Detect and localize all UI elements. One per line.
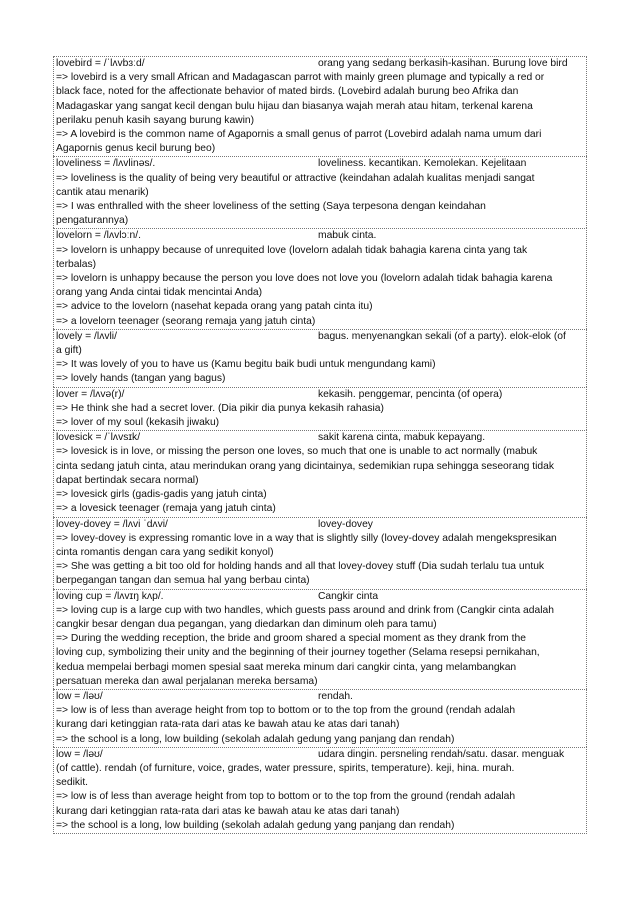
entry-header xyxy=(56,229,584,243)
entry-line: => lovebird is a very small African and Madagascan parrot with mainly green plumage and typically a red or xyxy=(56,72,545,84)
entry-line: cangkir besar dengan dua pegangan, yang diedarkan dan diminum oleh para tamu) xyxy=(56,618,437,630)
entry-line: orang yang Anda cintai tidak mencintai Anda) xyxy=(56,287,263,299)
entry-line: Agapornis genus kecil burung beo) xyxy=(56,143,216,155)
dictionary-entry xyxy=(53,228,587,328)
entry-line: => the school is a long, low building (sekolah adalah gedung yang panjang dan rendah) xyxy=(56,733,455,745)
entry-line: => I was enthralled with the sheer loveliness of the setting (Saya terpesona dengan keindahan xyxy=(56,201,486,213)
entry-line: pengaturannya) xyxy=(56,215,129,227)
entry-headword: lovesick = /ˈlʌvsɪk/ xyxy=(56,432,141,444)
entry-line: persatuan mereka dan awal perjalanan mereka bersama) xyxy=(56,675,318,687)
entry-header xyxy=(56,330,584,344)
entry-line: perilaku penuh kasih sayang burung kawin) xyxy=(56,114,255,126)
entry-headword: low = /ləʊ/ xyxy=(56,748,103,760)
entry-line: Madagaskar yang sangat kecil dengan bulu hijau dan biasanya wajah merah atau hitam, terkenal karena xyxy=(56,100,533,112)
entry-line: black face, noted for the affectionate behavior of mated birds. (Lovebird adalah burung beo Afrika dan xyxy=(56,86,519,98)
entry-meaning: sakit karena cinta, mabuk kepayang. xyxy=(318,432,486,444)
entry-line: => loving cup is a large cup with two handles, which guests pass around and drink from (Cangkir cinta adalah xyxy=(56,604,554,616)
entry-headword: lover = /lʌvə(r)/ xyxy=(56,388,125,400)
entry-line: => lover of my soul (kekasih jiwaku) xyxy=(56,417,220,429)
entry-header xyxy=(56,518,584,532)
entry-line: => low is of less than average height from top to bottom or to the top from the ground (rendah adalah xyxy=(56,791,516,803)
entry-line: cinta romantis dengan cara yang sedikit konyol) xyxy=(56,546,274,558)
entry-headword: loving cup = /lʌvɪŋ kʌp/. xyxy=(56,590,164,602)
entry-meaning: rendah. xyxy=(318,690,353,702)
entry-meaning: Cangkir cinta xyxy=(318,590,379,602)
entry-meaning: bagus. menyenangkan sekali (of a party). elok-elok (of xyxy=(318,330,566,342)
entry-line: => a lovesick teenager (remaja yang jatuh cinta) xyxy=(56,503,276,515)
entry-meaning: udara dingin. persneling rendah/satu. dasar. menguak xyxy=(318,748,565,760)
entry-line: dapat bertindak secara normal) xyxy=(56,474,199,486)
entry-line: => loveliness is the quality of being very beautiful or attractive (keindahan adalah kualitas menjadi sangat xyxy=(56,172,535,184)
entry-line: => A lovebird is the common name of Agapornis a small genus of parrot (Lovebird adalah nama umum dari xyxy=(56,129,542,141)
dictionary-entry xyxy=(53,589,587,689)
entry-line: => lovelorn is unhappy because of unrequited love (lovelorn adalah tidak bahagia karena cinta yang tak xyxy=(56,244,528,256)
entry-meaning: orang yang sedang berkasih-kasihan. Burung love bird xyxy=(318,58,568,69)
entry-header xyxy=(56,690,584,704)
entry-line: => She was getting a bit too old for holding hands and all that lovey-dovey stuff (Dia sudah terlalu tua untuk xyxy=(56,561,545,573)
entry-line: loving cup, symbolizing their unity and the beginning of their journey together (Selama resepsi pernikahan, xyxy=(56,647,540,659)
entry-meaning: mabuk cinta. xyxy=(318,230,377,242)
entry-line: => During the wedding reception, the bride and groom shared a special moment as they drank from the xyxy=(56,633,526,645)
entry-headword: low = /ləʊ/ xyxy=(56,690,103,702)
entry-line: kurang dari ketinggian rata-rata dari atas ke bawah atau ke atas dari tanah) xyxy=(56,719,400,731)
entry-line: => He think she had a secret lover. (Dia pikir dia punya kekasih rahasia) xyxy=(56,402,384,414)
entry-line: cantik atau menarik) xyxy=(56,186,149,198)
entry-meaning: lovey-dovey xyxy=(318,518,373,530)
entry-header xyxy=(56,388,584,402)
entry-headword: lovely = /lʌvli/ xyxy=(56,330,117,342)
entry-meaning: kekasih. penggemar, pencinta (of opera) xyxy=(318,388,503,400)
entry-line: terbalas) xyxy=(56,258,97,270)
entry-line: => advice to the lovelorn (nasehat kepada orang yang patah cinta itu) xyxy=(56,301,373,313)
dictionary-entry xyxy=(53,747,587,834)
dictionary-entry xyxy=(53,517,587,589)
dictionary-entry xyxy=(53,329,587,387)
entry-line: => the school is a long, low building (sekolah adalah gedung yang panjang dan rendah) xyxy=(56,819,455,831)
entry-line: (of cattle). rendah (of furniture, voice, grades, water pressure, spirits, temperature). keji, hina. murah. xyxy=(56,762,515,774)
entry-line: kedua mempelai berbagi momen spesial saat mereka minum dari cangkir cinta, yang melambangkan xyxy=(56,661,517,673)
entry-line: sedikit. xyxy=(56,777,89,789)
entry-headword: lovebird = /ˈlʌvbɜːd/ xyxy=(56,58,145,69)
entry-line: => lovely hands (tangan yang bagus) xyxy=(56,373,226,385)
entry-meaning: loveliness. kecantikan. Kemolekan. Kejelitaan xyxy=(318,158,527,170)
entry-line: berpegangan tangan dan semua hal yang berbau cinta) xyxy=(56,575,310,587)
entry-header xyxy=(56,57,584,71)
entry-headword: lovelorn = /lʌvlɔːn/. xyxy=(56,230,141,242)
dictionary-entry xyxy=(53,689,587,747)
entry-line: => lovesick girls (gadis-gadis yang jatuh cinta) xyxy=(56,489,267,501)
entry-header xyxy=(56,748,584,762)
dictionary-entry xyxy=(53,56,587,156)
entry-line: kurang dari ketinggian rata-rata dari atas ke bawah atau ke atas dari tanah) xyxy=(56,805,400,817)
dictionary-entry xyxy=(53,430,587,516)
entry-header xyxy=(56,431,584,445)
entry-line: => a lovelorn teenager (seorang remaja yang jatuh cinta) xyxy=(56,315,316,327)
entry-line: => lovey-dovey is expressing romantic love in a way that is slightly silly (lovey-dovey adalah mengekspresikan xyxy=(56,532,557,544)
entry-line: a gift) xyxy=(56,345,82,357)
dictionary-entry xyxy=(53,387,587,431)
entry-line: => lovelorn is unhappy because the person you love does not love you (lovelorn adalah tidak bahagia karena xyxy=(56,273,553,285)
entry-line: => low is of less than average height from top to bottom or to the top from the ground (rendah adalah xyxy=(56,705,516,717)
entry-line: => It was lovely of you to have us (Kamu begitu baik budi untuk mengundang kami) xyxy=(56,359,436,371)
dictionary-page xyxy=(53,56,587,834)
entry-headword: lovey-dovey = /lʌvi ˈdʌvi/ xyxy=(56,518,168,530)
dictionary-entry xyxy=(53,156,587,228)
entry-line: => lovesick is in love, or missing the person one loves, so much that one is unable to act normally (mabuk xyxy=(56,446,538,458)
entry-header xyxy=(56,590,584,604)
entry-header xyxy=(56,157,584,171)
entry-line: cinta sedang jatuh cinta, atau merindukan orang yang dicintainya, sedemikian rupa sehingga seseorang tidak xyxy=(56,460,555,472)
entry-headword: loveliness = /lʌvlinəs/. xyxy=(56,158,156,170)
